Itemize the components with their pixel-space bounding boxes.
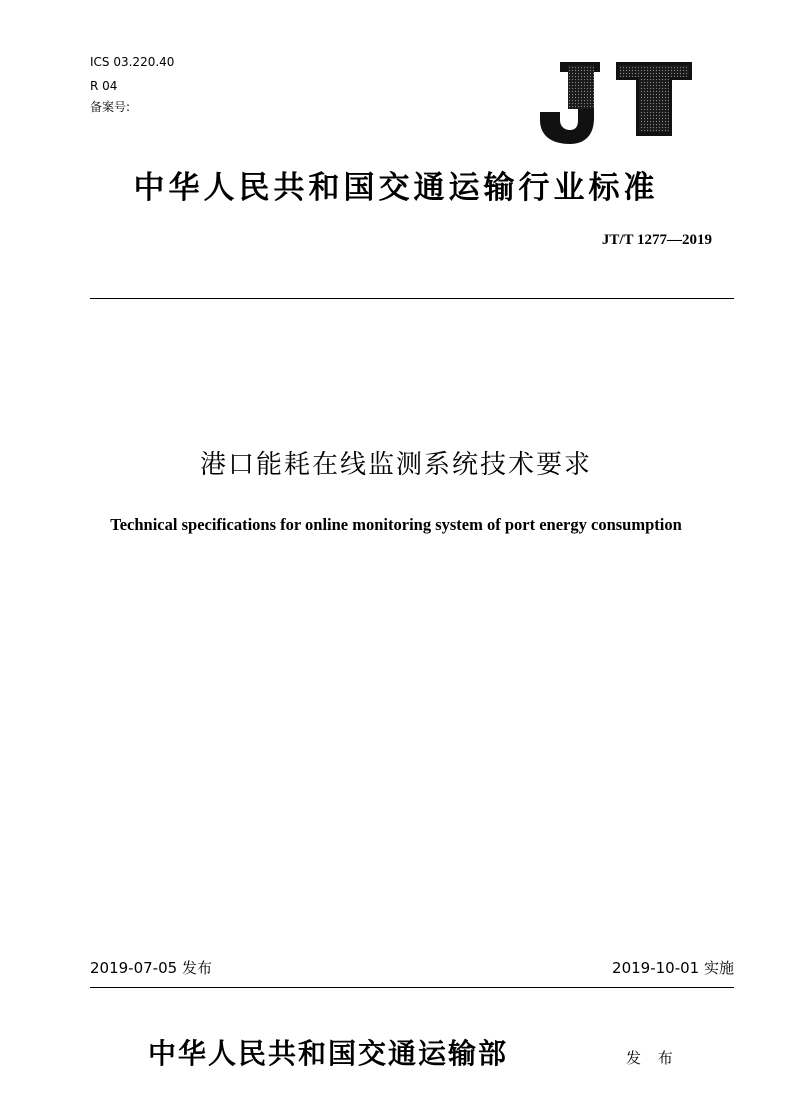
logo-t-pattern-stem (639, 78, 669, 132)
ccs-code: R 04 (90, 79, 118, 93)
standard-number: JT/T 1277—2019 (601, 232, 712, 248)
standard-category-title: 中华人民共和国交通运输行业标准 (133, 170, 659, 206)
header-divider (90, 298, 734, 299)
effective-date: 2019-10-01 实施 (612, 959, 734, 977)
ics-code: ICS 03.220.40 (90, 55, 175, 69)
publisher-name: 中华人民共和国交通运输部 (148, 1037, 509, 1070)
document-title-en: Technical specifications for online monitoring system of port energy consumption (110, 515, 682, 534)
logo-t-pattern-bar (619, 65, 689, 77)
publish-label: 发 布 (626, 1049, 679, 1067)
footer-divider (90, 987, 734, 988)
logo-j-pattern (568, 65, 594, 109)
filing-number-label: 备案号: (90, 100, 131, 114)
jt-logo (538, 60, 694, 146)
document-title-cn: 港口能耗在线监测系统技术要求 (199, 450, 592, 480)
issue-date: 2019-07-05 发布 (90, 959, 212, 977)
